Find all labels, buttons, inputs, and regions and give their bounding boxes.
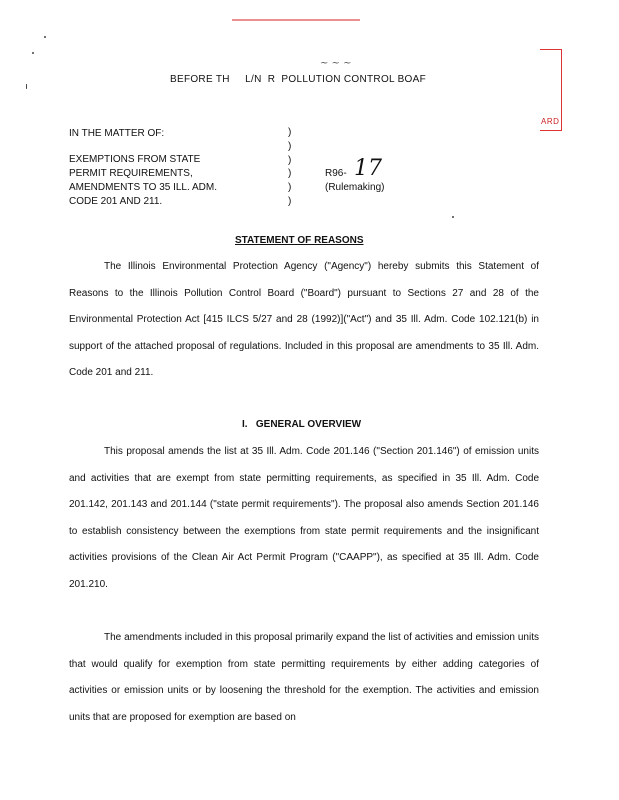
caption-paren: ) [288, 196, 292, 207]
section-heading [242, 419, 361, 430]
docket-handwritten-number: 17 [354, 156, 382, 181]
caption-line: PERMIT REQUIREMENTS, [69, 168, 193, 179]
overview-paragraph-1-text: This proposal amends the list at 35 Ill. Adm. Code 201.146 ("Section 201.146") of emission units and activities that are exempt from state permitting requirements, as specified in 35 Ill. Adm. Code 201.142, 201.143 and 201.144 ("state permit requirements"). The proposal also amends Section 201.146 to establish consistency between the exemptions from state permit requirements and the insignificant activities provisions of the Clean Air Act Permit Program ("CAAPP"), as specified at 35 Ill. Adm. Code 201.210. [69, 446, 539, 590]
docket-number [325, 156, 382, 181]
board-title: BEFORE TH L/N R POLLUTION CONTROL BOAF [170, 74, 427, 85]
docket-type: (Rulemaking) [325, 182, 385, 193]
overview-paragraph-2 [69, 625, 539, 731]
caption-line: AMENDMENTS TO 35 ILL. ADM. [69, 182, 218, 193]
matter-label: IN THE MATTER OF: [69, 128, 165, 139]
scan-mark-top [232, 19, 360, 21]
section-heading-text: I. GENERAL OVERVIEW [242, 419, 362, 430]
overview-paragraph-2-text: The amendments included in this proposal primarily expand the list of activities and emission units that would qualify for exemption from state permitting requirements by either adding categories of activities or emission units or by loosening the threshold for the exemption. The activities and emission units that are proposed for exemption are based on [69, 632, 539, 723]
caption-paren: ) [288, 141, 292, 152]
scan-speck [32, 52, 34, 54]
scan-speck [452, 216, 454, 218]
caption-line: CODE 201 AND 211. [69, 196, 163, 207]
caption-paren: ) [288, 155, 292, 166]
caption-paren: ) [288, 168, 292, 179]
overview-paragraph-1 [69, 439, 539, 598]
caption-paren: ) [288, 127, 292, 138]
docket-prefix: R96- [325, 168, 347, 179]
handwritten-mark: ~ ~ ~ [320, 58, 352, 69]
caption-paren: ) [288, 182, 292, 193]
intro-paragraph-text: The Illinois Environmental Protection Agency ("Agency") hereby submits this Statement of Reasons to the Illinois Pollution Control Board ("Board") pursuant to Sections 27 and 28 of the Environmental Protection Act [415 ILCS 5/27 and 28 (1992)]("Act") and 35 Ill. Adm. Code 102.121(b) in support of the attached proposal of regulations. Included in this proposal are amendments to 35 Ill. Adm. Code 201 and 211. [69, 261, 539, 378]
statement-heading: STATEMENT OF REASONS [235, 235, 364, 246]
scan-speck [26, 84, 27, 89]
scan-speck [44, 36, 46, 38]
caption-line: EXEMPTIONS FROM STATE [69, 154, 201, 165]
filed-stamp-text: ARD [541, 117, 560, 126]
intro-paragraph [69, 254, 539, 387]
